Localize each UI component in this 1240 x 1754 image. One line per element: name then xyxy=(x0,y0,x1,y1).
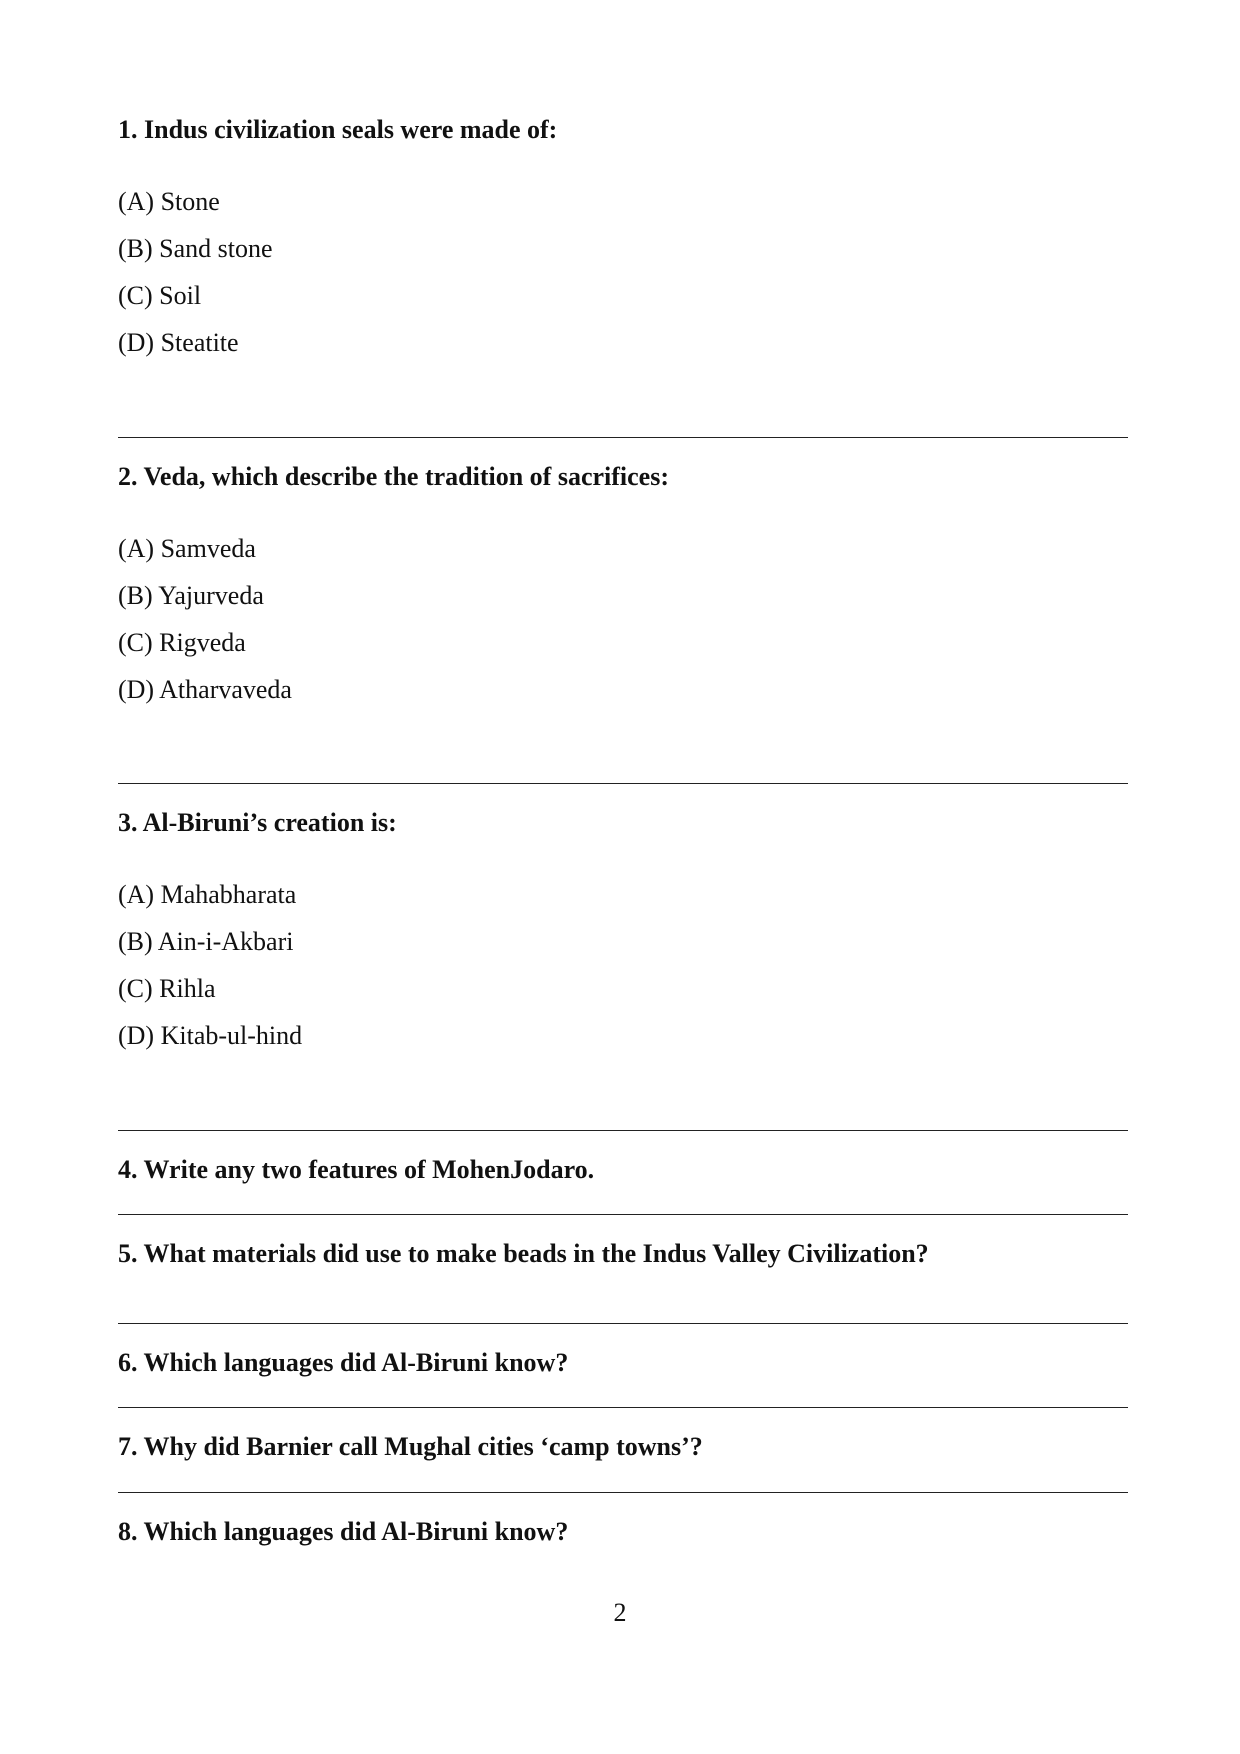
divider xyxy=(118,1492,1128,1493)
question-2-option-d: (D) Atharvaveda xyxy=(118,675,292,704)
page-number: 2 xyxy=(613,1598,627,1627)
question-1-option-d: (D) Steatite xyxy=(118,328,239,357)
question-1-title: 1. Indus civilization seals were made of: xyxy=(118,115,558,144)
divider xyxy=(118,1323,1128,1324)
question-3-option-a: (A) Mahabharata xyxy=(118,880,297,909)
question-3-option-b: (B) Ain-i-Akbari xyxy=(118,927,294,956)
question-2-title: 2. Veda, which describe the tradition of sacrifices: xyxy=(118,462,670,491)
divider xyxy=(118,1130,1128,1131)
question-6-title: 6. Which languages did Al-Biruni know? xyxy=(118,1348,569,1377)
question-2-option-c: (C) Rigveda xyxy=(118,628,246,657)
question-4-title: 4. Write any two features of MohenJodaro. xyxy=(118,1155,595,1184)
divider xyxy=(118,1214,1128,1215)
question-3-title: 3. Al-Biruni’s creation is: xyxy=(118,808,397,837)
question-1-option-b: (B) Sand stone xyxy=(118,234,273,263)
question-5-title: 5. What materials did use to make beads in the Indus Valley Civilization? xyxy=(118,1239,929,1268)
divider xyxy=(118,783,1128,784)
divider xyxy=(118,437,1128,438)
question-3-option-d: (D) Kitab-ul-hind xyxy=(118,1021,303,1050)
question-7-title: 7. Why did Barnier call Mughal cities ‘camp towns’? xyxy=(118,1432,703,1461)
divider xyxy=(118,1407,1128,1408)
question-2-option-b: (B) Yajurveda xyxy=(118,581,264,610)
question-8-title: 8. Which languages did Al-Biruni know? xyxy=(118,1517,569,1546)
question-1-option-c: (C) Soil xyxy=(118,281,202,310)
question-3-option-c: (C) Rihla xyxy=(118,974,216,1003)
question-1-option-a: (A) Stone xyxy=(118,187,220,216)
question-2-option-a: (A) Samveda xyxy=(118,534,256,563)
